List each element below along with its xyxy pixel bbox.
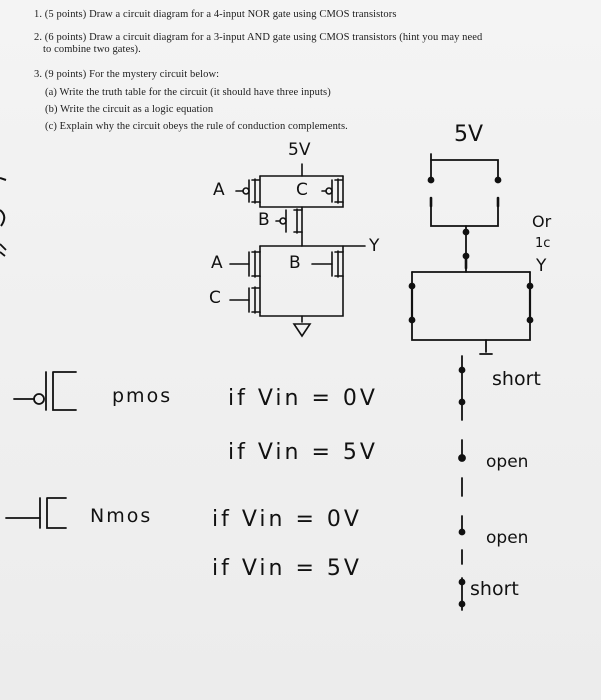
circuit-vdd-label: 5V bbox=[288, 140, 311, 160]
or-note: Or bbox=[532, 212, 552, 231]
nmos-if-zero: if Vin = 0V bbox=[212, 507, 362, 532]
pmos-if-five: if Vin = 5V bbox=[228, 440, 378, 465]
circuit-input-b-bottom: B bbox=[289, 253, 301, 273]
pmos-if-zero: if Vin = 0V bbox=[228, 386, 378, 411]
pmos-label: pmos bbox=[112, 385, 173, 407]
right-vdd-label: 5V bbox=[454, 122, 484, 147]
question-3a: (a) Write the truth table for the circuit (it should have three inputs) bbox=[45, 87, 331, 98]
question-2: 2. (6 points) Draw a circuit diagram for a 3-input AND gate using CMOS transistors (hint you may need bbox=[34, 32, 483, 43]
circuit-input-c-top: C bbox=[296, 180, 308, 200]
short-note-1: short bbox=[492, 368, 541, 390]
question-3: 3. (9 points) For the mystery circuit below: bbox=[34, 69, 220, 80]
nmos-if-five: if Vin = 5V bbox=[212, 556, 362, 581]
question-1: 1. (5 points) Draw a circuit diagram for a 4-input NOR gate using CMOS transistors bbox=[34, 9, 397, 20]
right-output-y: Y bbox=[536, 256, 547, 276]
question-3b: (b) Write the circuit as a logic equation bbox=[45, 104, 214, 115]
circuit-input-a-bottom: A bbox=[211, 253, 223, 273]
nmos-label: Nmos bbox=[90, 505, 153, 527]
question-3c: (c) Explain why the circuit obeys the rule of conduction complements. bbox=[45, 121, 348, 132]
one-note: 1c bbox=[535, 236, 551, 251]
open-note-1: open bbox=[486, 452, 529, 472]
circuit-input-b-top: B bbox=[258, 210, 270, 230]
circuit-input-c-bottom: C bbox=[209, 288, 221, 308]
circuit-input-a-top: A bbox=[213, 180, 225, 200]
question-2-continued: to combine two gates). bbox=[43, 44, 141, 55]
short-note-2: short bbox=[470, 578, 519, 600]
circuit-output-y: Y bbox=[369, 236, 380, 256]
open-note-2: open bbox=[486, 528, 529, 548]
